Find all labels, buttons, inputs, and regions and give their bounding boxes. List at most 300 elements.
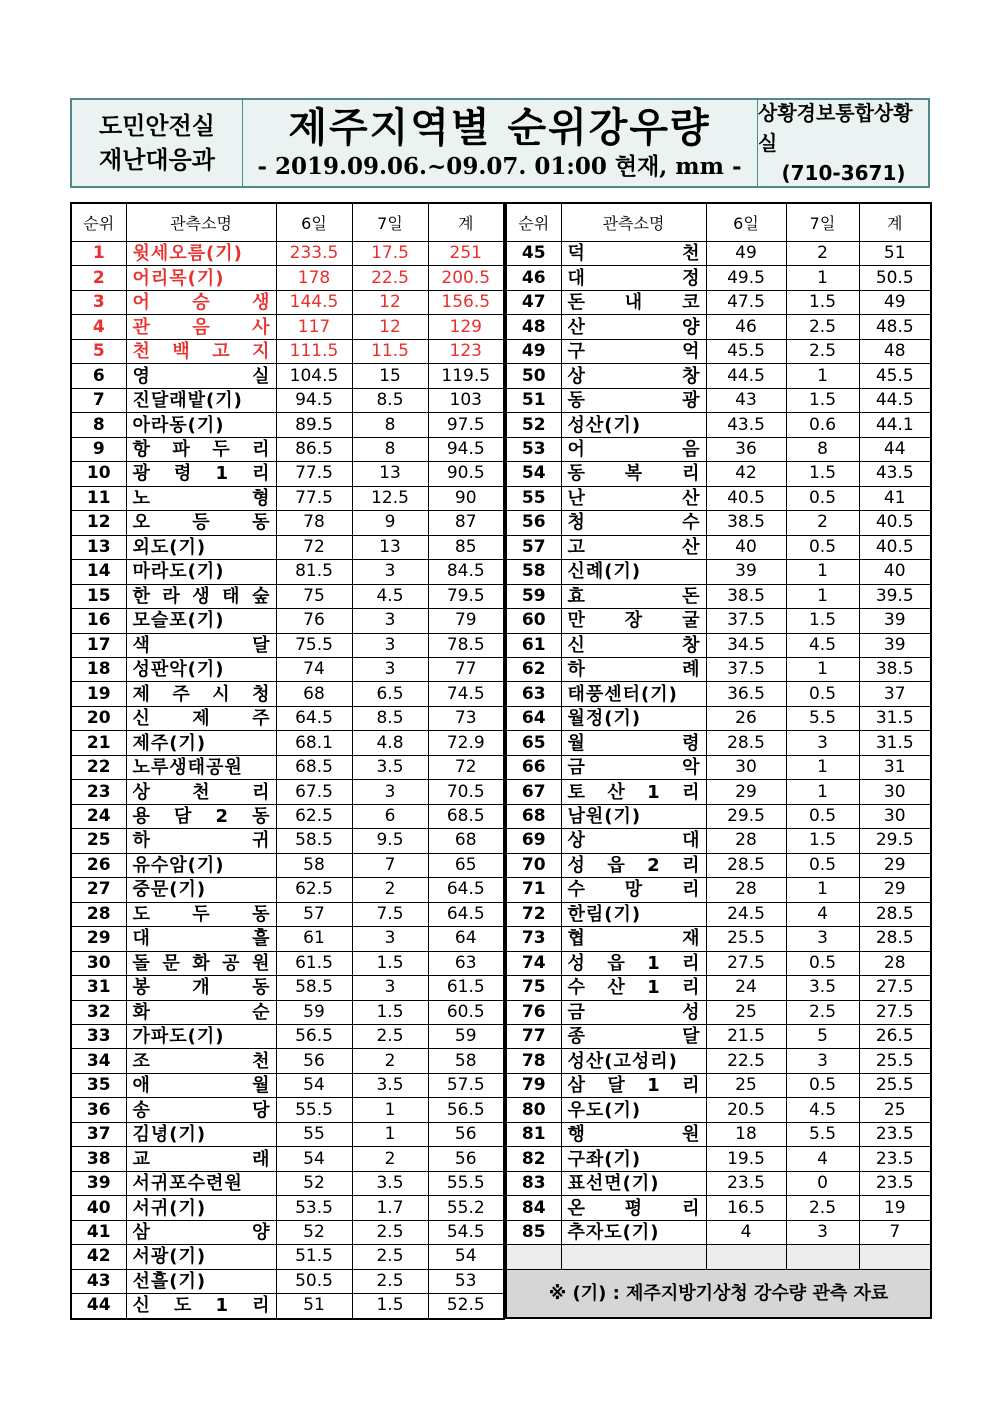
table-row xyxy=(506,339,931,363)
station-name: 색 달 xyxy=(132,634,270,656)
station-name: 효 돈 xyxy=(567,585,700,607)
table-row xyxy=(71,315,504,339)
blank-row xyxy=(506,1245,931,1269)
station-name-cell xyxy=(561,1220,706,1244)
day6-cell: 45.5 xyxy=(706,339,786,363)
day7-cell: 8 xyxy=(352,437,428,461)
station-name-cell xyxy=(561,731,706,755)
office-name: 상황경보통합상황실 xyxy=(758,101,913,155)
day7-cell: 0.5 xyxy=(786,682,859,706)
table-row xyxy=(71,951,504,975)
day6-cell: 24 xyxy=(706,976,786,1000)
station-name: 항 파 두 리 xyxy=(132,438,270,460)
station-name: 돌 문 화 공 원 xyxy=(132,952,270,974)
rank-cell: 26 xyxy=(71,853,126,877)
station-name: 금 성 xyxy=(567,1001,700,1023)
footnote: ※ (기) : 제주지방기상청 강수량 관측 자료 xyxy=(506,1269,931,1318)
table-row xyxy=(71,1294,504,1319)
day6-cell: 178 xyxy=(276,266,352,290)
day6-cell: 28.5 xyxy=(706,731,786,755)
rank-cell: 12 xyxy=(71,511,126,535)
station-name: 성산(고성리) xyxy=(567,1050,678,1072)
day7-cell: 8.5 xyxy=(352,706,428,730)
station-name: 윗세오름(기) xyxy=(132,243,243,265)
day6-cell: 25 xyxy=(706,1000,786,1024)
day7-cell: 5.5 xyxy=(786,1122,859,1146)
day6-cell: 76 xyxy=(276,609,352,633)
rank-cell: 14 xyxy=(71,560,126,584)
station-name: 종 달 xyxy=(567,1026,700,1048)
rank-cell: 55 xyxy=(506,486,561,510)
total-cell: 57.5 xyxy=(428,1073,504,1097)
rank-cell: 33 xyxy=(71,1025,126,1049)
rank-cell: 85 xyxy=(506,1220,561,1244)
rank-cell: 73 xyxy=(506,927,561,951)
total-cell: 48.5 xyxy=(859,315,931,339)
table-row xyxy=(506,511,931,535)
station-name: 상 천 리 xyxy=(132,781,270,803)
day7-cell: 12 xyxy=(352,290,428,314)
station-name-cell xyxy=(561,1196,706,1220)
total-cell: 31.5 xyxy=(859,706,931,730)
day7-cell: 0.5 xyxy=(786,853,859,877)
table-row xyxy=(71,413,504,437)
table-row xyxy=(71,1098,504,1122)
day7-cell: 2.5 xyxy=(786,1196,859,1220)
station-name: 월정(기) xyxy=(567,708,642,730)
station-name-cell xyxy=(561,829,706,853)
day6-cell: 28.5 xyxy=(706,853,786,877)
day7-cell: 3 xyxy=(352,657,428,681)
total-cell: 38.5 xyxy=(859,657,931,681)
day7-cell: 0 xyxy=(786,1171,859,1195)
day7-cell: 1.7 xyxy=(352,1196,428,1220)
station-name-cell xyxy=(561,1098,706,1122)
station-name: 행 원 xyxy=(567,1124,700,1146)
table-row xyxy=(71,290,504,314)
rank-cell: 56 xyxy=(506,511,561,535)
day7-cell: 9 xyxy=(352,511,428,535)
station-name-cell xyxy=(126,364,276,388)
station-name-cell xyxy=(126,388,276,412)
day7-cell: 4.5 xyxy=(352,584,428,608)
station-name-cell xyxy=(126,1269,276,1293)
table-header-row xyxy=(506,203,931,242)
total-cell: 27.5 xyxy=(859,976,931,1000)
day7-cell: 13 xyxy=(352,462,428,486)
total-cell: 28 xyxy=(859,951,931,975)
station-name: 돈 내 코 xyxy=(567,292,700,314)
day6-cell: 40.5 xyxy=(706,486,786,510)
station-name-cell xyxy=(126,290,276,314)
station-name: 송 당 xyxy=(132,1099,270,1121)
station-name-cell xyxy=(126,1220,276,1244)
station-name-cell xyxy=(126,437,276,461)
day7-cell: 5.5 xyxy=(786,706,859,730)
station-name-cell xyxy=(561,1073,706,1097)
day6-cell: 117 xyxy=(276,315,352,339)
day6-cell: 61 xyxy=(276,927,352,951)
station-name: 협 재 xyxy=(567,928,700,950)
table-row xyxy=(71,804,504,828)
table-row xyxy=(71,1220,504,1244)
day6-cell: 47.5 xyxy=(706,290,786,314)
station-name: 동 광 xyxy=(567,390,700,412)
table-row xyxy=(506,486,931,510)
day6-cell: 37.5 xyxy=(706,657,786,681)
station-name: 성 읍 2 리 xyxy=(567,854,700,876)
rank-cell: 18 xyxy=(71,657,126,681)
table-row xyxy=(506,1025,931,1049)
col-day7: 7일 xyxy=(352,203,428,242)
total-cell: 51 xyxy=(859,242,931,266)
rank-cell: 52 xyxy=(506,413,561,437)
station-name-cell xyxy=(126,1000,276,1024)
table-row xyxy=(71,902,504,926)
table-row xyxy=(71,927,504,951)
total-cell: 87 xyxy=(428,511,504,535)
table-row xyxy=(71,1122,504,1146)
total-cell: 77 xyxy=(428,657,504,681)
station-name: 서광(기) xyxy=(132,1246,207,1268)
rank-cell: 22 xyxy=(71,755,126,779)
day6-cell: 233.5 xyxy=(276,242,352,266)
day6-cell: 68.1 xyxy=(276,731,352,755)
table-row xyxy=(506,1073,931,1097)
station-name-cell xyxy=(126,829,276,853)
station-name: 금 악 xyxy=(567,757,700,779)
col-rank: 순위 xyxy=(71,203,126,242)
col-day6: 6일 xyxy=(706,203,786,242)
day6-cell: 38.5 xyxy=(706,584,786,608)
table-row xyxy=(506,633,931,657)
station-name: 동 복 리 xyxy=(567,463,700,485)
station-name: 신 제 주 xyxy=(132,708,270,730)
table-row xyxy=(71,584,504,608)
day6-cell: 75 xyxy=(276,584,352,608)
station-name-cell xyxy=(561,1049,706,1073)
station-name: 신 창 xyxy=(567,634,700,656)
day7-cell: 2.5 xyxy=(786,1000,859,1024)
total-cell: 48 xyxy=(859,339,931,363)
total-cell: 25.5 xyxy=(859,1049,931,1073)
rainfall-table-right xyxy=(505,202,932,1319)
day7-cell: 17.5 xyxy=(352,242,428,266)
table-row xyxy=(506,951,931,975)
station-name: 수 망 리 xyxy=(567,879,700,901)
total-cell: 90 xyxy=(428,486,504,510)
table-row xyxy=(506,657,931,681)
total-cell: 7 xyxy=(859,1220,931,1244)
day7-cell: 2 xyxy=(786,242,859,266)
table-row xyxy=(506,364,931,388)
station-name-cell xyxy=(561,927,706,951)
station-name: 서귀(기) xyxy=(132,1197,207,1219)
total-cell: 52.5 xyxy=(428,1294,504,1319)
rank-cell: 60 xyxy=(506,609,561,633)
total-cell: 85 xyxy=(428,535,504,559)
rank-cell: 64 xyxy=(506,706,561,730)
rank-cell: 50 xyxy=(506,364,561,388)
station-name-cell xyxy=(126,1098,276,1122)
day6-cell: 21.5 xyxy=(706,1025,786,1049)
day7-cell: 4.5 xyxy=(786,1098,859,1122)
day6-cell: 61.5 xyxy=(276,951,352,975)
rank-cell: 27 xyxy=(71,878,126,902)
day7-cell: 12.5 xyxy=(352,486,428,510)
station-name-cell xyxy=(561,609,706,633)
station-name: 노루생태공원 xyxy=(132,757,243,779)
station-name-cell xyxy=(561,584,706,608)
station-name-cell xyxy=(561,290,706,314)
station-name: 남원(기) xyxy=(567,806,642,828)
station-name-cell xyxy=(561,413,706,437)
station-name-cell xyxy=(561,755,706,779)
day6-cell: 52 xyxy=(276,1171,352,1195)
rank-cell: 48 xyxy=(506,315,561,339)
rank-cell: 37 xyxy=(71,1122,126,1146)
station-name-cell xyxy=(126,1073,276,1097)
table-row xyxy=(506,780,931,804)
day7-cell: 2.5 xyxy=(786,339,859,363)
day7-cell: 3 xyxy=(786,1049,859,1073)
rank-cell: 42 xyxy=(71,1245,126,1269)
station-name: 성판악(기) xyxy=(132,659,225,681)
col-day7: 7일 xyxy=(786,203,859,242)
day7-cell: 2 xyxy=(352,1147,428,1171)
table-row xyxy=(506,1122,931,1146)
day7-cell: 4.8 xyxy=(352,731,428,755)
total-cell: 28.5 xyxy=(859,902,931,926)
table-row xyxy=(506,1098,931,1122)
station-name: 온 평 리 xyxy=(567,1197,700,1219)
table-row xyxy=(71,976,504,1000)
station-name-cell xyxy=(126,560,276,584)
rank-cell: 13 xyxy=(71,535,126,559)
day6-cell: 86.5 xyxy=(276,437,352,461)
rank-cell: 5 xyxy=(71,339,126,363)
table-row xyxy=(506,804,931,828)
table-row xyxy=(71,364,504,388)
col-rank: 순위 xyxy=(506,203,561,242)
rank-cell: 32 xyxy=(71,1000,126,1024)
col-station: 관측소명 xyxy=(126,203,276,242)
station-name-cell xyxy=(561,388,706,412)
station-name-cell xyxy=(126,1122,276,1146)
day7-cell: 1.5 xyxy=(786,388,859,412)
total-cell: 49 xyxy=(859,290,931,314)
day7-cell: 3 xyxy=(352,609,428,633)
total-cell: 55.2 xyxy=(428,1196,504,1220)
table-row xyxy=(71,535,504,559)
total-cell: 129 xyxy=(428,315,504,339)
total-cell: 72 xyxy=(428,755,504,779)
station-name-cell xyxy=(561,364,706,388)
station-name-cell xyxy=(561,633,706,657)
station-name: 교 래 xyxy=(132,1148,270,1170)
day7-cell: 0.5 xyxy=(786,486,859,510)
rank-cell: 15 xyxy=(71,584,126,608)
day7-cell: 1 xyxy=(786,780,859,804)
total-cell: 50.5 xyxy=(859,266,931,290)
station-name: 한 라 생 태 숲 xyxy=(132,585,270,607)
station-name: 어 음 xyxy=(567,438,700,460)
day6-cell: 57 xyxy=(276,902,352,926)
station-name-cell xyxy=(126,951,276,975)
station-name: 성 읍 1 리 xyxy=(567,952,700,974)
table-row xyxy=(506,388,931,412)
total-cell: 55.5 xyxy=(428,1171,504,1195)
day7-cell: 3 xyxy=(352,560,428,584)
station-name-cell xyxy=(561,682,706,706)
rank-cell: 74 xyxy=(506,951,561,975)
total-cell: 30 xyxy=(859,780,931,804)
station-name-cell xyxy=(561,657,706,681)
station-name: 관 음 사 xyxy=(132,316,270,338)
station-name: 노 형 xyxy=(132,487,270,509)
rank-cell: 7 xyxy=(71,388,126,412)
col-total: 계 xyxy=(428,203,504,242)
day7-cell: 2.5 xyxy=(352,1245,428,1269)
rank-cell: 79 xyxy=(506,1073,561,1097)
day7-cell: 2.5 xyxy=(352,1025,428,1049)
total-cell: 40 xyxy=(859,560,931,584)
table-row xyxy=(71,437,504,461)
station-name-cell xyxy=(126,339,276,363)
station-name-cell xyxy=(126,731,276,755)
day6-cell: 38.5 xyxy=(706,511,786,535)
day6-cell: 78 xyxy=(276,511,352,535)
table-row xyxy=(71,1147,504,1171)
station-name-cell xyxy=(561,1025,706,1049)
day6-cell: 19.5 xyxy=(706,1147,786,1171)
station-name: 진달래밭(기) xyxy=(132,390,243,412)
station-name: 삼 달 1 리 xyxy=(567,1075,700,1097)
rank-cell: 39 xyxy=(71,1171,126,1195)
department-line-1: 도민안전실 xyxy=(99,112,215,140)
day7-cell: 1 xyxy=(786,755,859,779)
rank-cell: 81 xyxy=(506,1122,561,1146)
day6-cell: 27.5 xyxy=(706,951,786,975)
station-name: 구 억 xyxy=(567,341,700,363)
rank-cell: 20 xyxy=(71,706,126,730)
day7-cell: 1 xyxy=(786,266,859,290)
day6-cell: 50.5 xyxy=(276,1269,352,1293)
page-title: 제주지역별 순위강우량 xyxy=(288,105,711,151)
day7-cell: 3 xyxy=(352,976,428,1000)
day7-cell: 2 xyxy=(352,878,428,902)
station-name: 삼 양 xyxy=(132,1221,270,1243)
station-name-cell xyxy=(126,804,276,828)
day6-cell: 77.5 xyxy=(276,462,352,486)
station-name-cell xyxy=(126,902,276,926)
total-cell: 70.5 xyxy=(428,780,504,804)
day7-cell: 1.5 xyxy=(786,609,859,633)
total-cell: 54.5 xyxy=(428,1220,504,1244)
station-name-cell xyxy=(126,976,276,1000)
day6-cell: 55 xyxy=(276,1122,352,1146)
col-total: 계 xyxy=(859,203,931,242)
day7-cell: 5 xyxy=(786,1025,859,1049)
day6-cell: 43.5 xyxy=(706,413,786,437)
total-cell: 44.1 xyxy=(859,413,931,437)
day7-cell: 6 xyxy=(352,804,428,828)
total-cell: 56 xyxy=(428,1122,504,1146)
table-row xyxy=(71,633,504,657)
day6-cell: 53.5 xyxy=(276,1196,352,1220)
rank-cell: 28 xyxy=(71,902,126,926)
station-name-cell xyxy=(126,755,276,779)
day6-cell: 62.5 xyxy=(276,804,352,828)
total-cell: 68 xyxy=(428,829,504,853)
rank-cell: 8 xyxy=(71,413,126,437)
station-name-cell xyxy=(561,437,706,461)
rank-cell: 6 xyxy=(71,364,126,388)
rank-cell: 35 xyxy=(71,1073,126,1097)
table-row xyxy=(506,462,931,486)
rank-cell: 30 xyxy=(71,951,126,975)
total-cell: 23.5 xyxy=(859,1147,931,1171)
total-cell: 25 xyxy=(859,1098,931,1122)
day7-cell: 1 xyxy=(786,364,859,388)
rank-cell: 63 xyxy=(506,682,561,706)
day6-cell: 36 xyxy=(706,437,786,461)
rank-cell: 3 xyxy=(71,290,126,314)
table-row xyxy=(506,413,931,437)
total-cell: 54 xyxy=(428,1245,504,1269)
station-name: 만 장 굴 xyxy=(567,610,700,632)
station-name-cell xyxy=(126,535,276,559)
day6-cell: 34.5 xyxy=(706,633,786,657)
total-cell: 97.5 xyxy=(428,413,504,437)
day7-cell: 0.6 xyxy=(786,413,859,437)
day6-cell: 44.5 xyxy=(706,364,786,388)
day7-cell: 1.5 xyxy=(352,1294,428,1319)
day7-cell: 2 xyxy=(352,1049,428,1073)
day7-cell: 0.5 xyxy=(786,1073,859,1097)
table-row xyxy=(506,609,931,633)
table-row xyxy=(71,682,504,706)
table-row xyxy=(71,1025,504,1049)
day6-cell: 144.5 xyxy=(276,290,352,314)
day6-cell: 74 xyxy=(276,657,352,681)
station-name: 선흘(기) xyxy=(132,1270,207,1292)
rank-cell: 77 xyxy=(506,1025,561,1049)
day7-cell: 1.5 xyxy=(786,462,859,486)
station-name-cell xyxy=(126,1245,276,1269)
rank-cell: 21 xyxy=(71,731,126,755)
station-name: 난 산 xyxy=(567,487,700,509)
station-name-cell xyxy=(126,706,276,730)
table-row xyxy=(71,755,504,779)
total-cell: 156.5 xyxy=(428,290,504,314)
table-row xyxy=(506,755,931,779)
day6-cell: 56 xyxy=(276,1049,352,1073)
station-name: 서귀포수련원 xyxy=(132,1173,243,1195)
station-name-cell xyxy=(126,927,276,951)
total-cell: 28.5 xyxy=(859,927,931,951)
station-name-cell xyxy=(126,242,276,266)
day6-cell: 25 xyxy=(706,1073,786,1097)
total-cell: 39 xyxy=(859,633,931,657)
station-name-cell xyxy=(561,976,706,1000)
table-row xyxy=(506,1171,931,1195)
table-row xyxy=(506,1147,931,1171)
rank-cell: 45 xyxy=(506,242,561,266)
station-name: 봉 개 동 xyxy=(132,977,270,999)
day7-cell: 3.5 xyxy=(352,1073,428,1097)
total-cell: 119.5 xyxy=(428,364,504,388)
